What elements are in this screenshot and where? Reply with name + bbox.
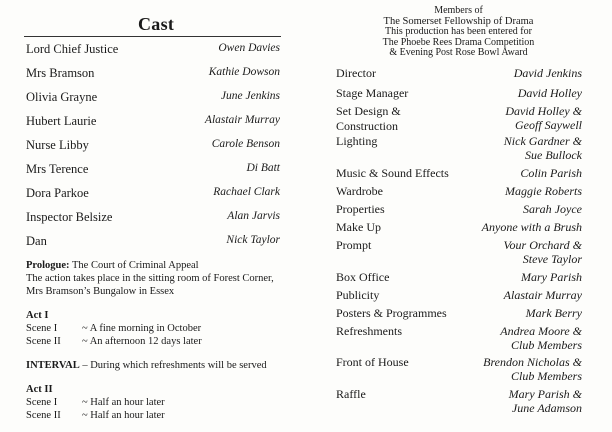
cast-actor: Alastair Murray [204,114,280,126]
crew-role: Wardrobe [336,184,384,198]
cast-row [26,66,280,84]
crew-role: Front of House [336,355,409,369]
crew-name: Maggie Roberts [505,184,582,198]
cast-role: Nurse Libby [26,138,89,152]
prologue-title: The Court of Criminal Appeal [69,260,199,271]
crew-name: Sarah Joyce [523,202,582,216]
scene-label: Scene II [26,410,61,421]
cast-actor: Owen Davies [218,42,280,54]
crew-row [336,104,582,134]
crew-role: Director [336,66,376,80]
crew-name: David Holley [517,86,582,100]
crew-row [336,166,582,184]
cast-row [26,162,280,180]
cast-row [26,210,280,228]
interval-text: – During which refreshments will be served [79,360,267,371]
cast-row [26,42,280,60]
cast-actor: Nick Taylor [226,234,280,246]
crew-role: Music & Sound Effects [336,166,449,180]
cast-actor: Carole Benson [211,138,280,150]
crew-row [336,202,582,220]
crew-name: Brendon Nicholas & Club Members [483,355,582,383]
cast-actor: Kathie Dowson [208,66,280,78]
crew-role: Refreshments [336,324,402,338]
crew-name: Alastair Murray [503,288,582,302]
members-line: This production has been entered for [385,26,532,37]
crew-name: David Holley & Geoff Saywell [505,104,582,132]
crew-role: Prompt [336,238,372,252]
crew-name: David Jenkins [513,66,582,80]
crew-role: Raffle [336,387,366,401]
crew-role: Publicity [336,288,380,302]
cast-role: Inspector Belsize [26,210,113,224]
interval-line [26,360,267,373]
crew-name: Mary Parish & June Adamson [508,387,582,415]
crew-row [336,288,582,306]
cast-role: Lord Chief Justice [26,42,119,56]
title-divider [24,36,281,37]
crew-name: Nick Gardner & Sue Bullock [503,134,582,162]
crew-row [336,220,582,238]
crew-row [336,387,582,417]
cast-row [26,186,280,204]
cast-actor: Rachael Clark [213,186,280,198]
crew-role: Posters & Programmes [336,306,447,320]
cast-actor: Alan Jarvis [227,210,280,222]
setting-line-1: The action takes place in the sitting room of Forest Corner, [26,273,274,284]
cast-row [26,138,280,156]
crew-role: Make Up [336,220,381,234]
crew-name: Colin Parish [520,166,582,180]
prologue-line [26,260,199,273]
cast-role: Mrs Terence [26,162,89,176]
scene-label: Scene I [26,397,58,408]
scene-desc: ~ A fine morning in October [82,323,202,334]
crew-row [336,66,582,84]
crew-role: Lighting [336,134,378,148]
scene-label: Scene I [26,323,58,334]
cast-title: Cast [138,14,175,34]
setting-line-2: Mrs Bramson’s Bungalow in Essex [26,286,175,297]
crew-name: Anyone with a Brush [481,220,582,234]
act1-title: Act I [26,310,49,321]
cast-actor: June Jenkins [220,90,280,102]
scene-desc: ~ Half an hour later [82,410,165,421]
crew-row [336,184,582,202]
crew-row [336,324,582,354]
act2-title: Act II [26,384,53,395]
cast-role: Mrs Bramson [26,66,95,80]
cast-role: Hubert Laurie [26,114,97,128]
members-line: The Somerset Fellowship of Drama [383,15,534,27]
cast-actor: Di Batt [246,162,280,174]
cast-role: Dan [26,234,47,248]
crew-role: Box Office [336,270,390,284]
scene-desc: ~ An afternoon 12 days later [82,336,202,347]
members-header [305,6,612,59]
members-line: The Phoebe Rees Drama Competition [382,36,535,48]
cast-row [26,114,280,132]
interval-label: INTERVAL [26,360,80,371]
crew-name: Mark Berry [525,306,582,320]
cast-role: Olivia Grayne [26,90,98,104]
prologue-label: Prologue: [26,260,70,271]
cast-row [26,90,280,108]
cast-row [26,234,280,252]
members-line: & Evening Post Rose Bowl Award [389,47,528,58]
crew-name: Mary Parish [521,270,582,284]
members-line: Members of [434,5,483,16]
crew-name: Andrea Moore & Club Members [500,324,582,352]
crew-row [336,238,582,268]
scene-desc: ~ Half an hour later [82,397,165,408]
crew-row [336,270,582,288]
cast-role: Dora Parkoe [26,186,89,200]
crew-role: Stage Manager [336,86,409,100]
crew-row [336,306,582,324]
crew-role: Set Design & Construction [336,104,401,133]
crew-role: Properties [336,202,385,216]
crew-row [336,86,582,104]
crew-name: Vour Orchard & Steve Taylor [503,238,582,266]
crew-row [336,355,582,385]
scene-label: Scene II [26,336,61,347]
crew-row [336,134,582,164]
